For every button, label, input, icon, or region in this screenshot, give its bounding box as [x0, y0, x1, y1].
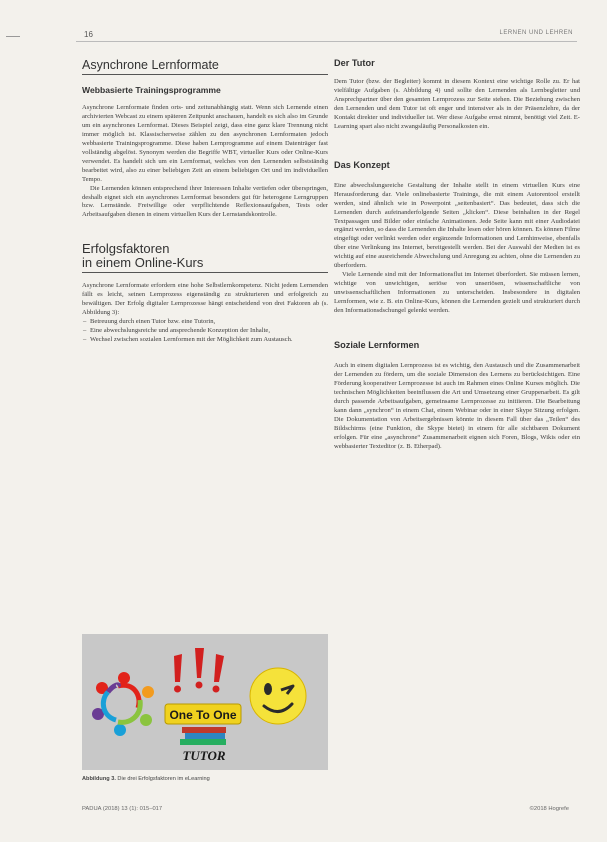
people-circle-icon	[92, 672, 154, 736]
footer-copyright: ©2018 Hogrefe	[529, 806, 569, 812]
exclamation-marks-icon	[174, 648, 224, 693]
section-title-erfolgsfaktoren	[82, 242, 328, 273]
figure-caption	[82, 776, 328, 782]
list-item: – Wechsel zwischen sozialen Lernformen mit der Möglichkeit zum Austausch.	[90, 336, 328, 345]
subheading-webbasierte-trainingsprogramme: Webbasierte Trainingsprogramme	[82, 85, 221, 95]
paragraph: Auch in einem digitalen Lernprozess ist es wichtig, den Austausch und die Zusammenarbeit der Lernenden zu fördern, um die soziale Dimension des Lernens zu berücksichtigen. Eine Förderung kooperativer Lernprozesse ist auch im Rahmen eines Online Kurses möglich. Die technischen Möglichkeiten beeinflussen die Art und Umsetzung einer Gruppenarbeit. Es gilt durch passende Arbeitsaufgaben, gemeinsame Lernprozesse zu initiieren. Die Bearbeitung kann dann „synchron“ in einem Chat, einem Webinar oder in einer Skype Sitzung erfolgen. Die Dokumentation von Arbeitsergebnissen könnte in diesem Fall über das „Teilen“ des Bildschirms (eine Funktion, die Skype bietet) in einem für alle sichtbaren Dokument erfolgen. Für eine „asynchrone“ Zusammenarbeit eignen sich Foren, Blogs, Wikis oder ein webbasierter Texteditor (z. B. Etherpad).	[334, 362, 580, 450]
paragraph: Viele Lernende sind mit der Informationsflut im Internet überfordert. Sie müssen lernen, wichtige von unwichtigen, seriöse von unseriösen, wissenschaftliche von unwissenschaftlichen Informationen zu unterscheiden. Insbesondere in digitalen Lernformen, wie z. B. ein Online-Kurs, können die Lernenden gezielt und strukturiert durch den Informationsdschungel gelenkt werden.	[334, 271, 580, 315]
section-title-line: in einem Online-Kurs	[82, 255, 204, 271]
heading-das-konzept: Das Konzept	[334, 159, 390, 170]
section-title-line: Erfolgsfaktoren	[82, 241, 170, 257]
figure-caption-label: Abbildung 3.	[82, 776, 116, 782]
list-item: – Eine abwechslungsreiche und ansprechende Konzeption der Inhalte,	[90, 327, 328, 336]
running-head: LERNEN UND LEHREN	[499, 30, 573, 36]
footer-citation: PADUA (2018) 13 (1): 015–017	[82, 806, 163, 812]
list-item: – Betreuung durch einen Tutor bzw. eine Tutorin,	[90, 318, 328, 327]
paragraph: Die Lernenden können entsprechend ihrer Interessen Inhalte vertiefen oder überspringen, deshalb eignet sich ein asynchrones Lernformat besonders gut für heterogene Lerngruppen bzw. Lernstände. Freiwillige oder verpflichtende Reflexionsaufgaben, Tests oder Arbeitsaufgaben dienen in einem virtuellen Kurs der Lernstandskontrolle.	[82, 184, 328, 219]
figure-caption-text: Die drei Erfolgsfaktoren im eLearning	[115, 776, 210, 782]
winking-smiley-icon	[250, 668, 306, 724]
page-number: 16	[84, 30, 93, 39]
right-column	[334, 58, 580, 452]
banner-text-one-to-one: One To One	[169, 708, 237, 722]
paragraph: Asynchrone Lernformate finden orts- und zeitunabhängig statt. Wenn sich Lernende einen archivierten Webcast zu einem späteren Zeitpunkt anschauen, handelt es sich also im Grunde um ein asynchrones Lernformat. Dieses Beispiel zeigt, dass eine ganz klare Trennung nicht immer möglich ist. Klassischerweise zählen zu den asynchronen Lernformaten jedoch webbasierte Trainingsprogramme. Diese haben Lernprogramme auf einem Datenträger fast vollständig abgelöst. Synonym werden die Begriffe WBT, virtueller Kurs oder Online-Kurs verwendet. Es handelt sich um ein Lernformat, welches von den Lernenden selbstständig bearbeitet wird, also zu einer beliebigen Zeit an einem beliebigen Ort und im individuellen Tempo.	[82, 104, 328, 183]
banner-text-tutor: TUTOR	[182, 748, 226, 763]
corner-mark	[6, 36, 20, 37]
paragraph: Dem Tutor (bzw. der Begleiter) kommt in diesem Kontext eine wichtige Rolle zu. Er hat vielfältige Aufgaben (s. Abbildung 4) und sollte den Lernenden als Lernbegleiter und Ansprechpartner über den gesamten Lernprozess zur Seite stehen. Die Beziehung zwischen den Lernenden und dem Tutor ist oft enger und intensiver als in der Präsenzlehre, da der Kontakt direkter und individueller ist. Wer diese Aufgabe ernst nimmt, benötigt viel Zeit. E-Learning spart also nicht zwangsläufig Personalkosten ein.	[334, 78, 580, 130]
section-title-asynchrone-lernformate: Asynchrone Lernformate	[82, 58, 328, 75]
figure-illustration	[82, 634, 328, 770]
heading-soziale-lernformen: Soziale Lernformen	[334, 340, 420, 351]
header-rule	[76, 41, 577, 42]
paragraph: Asynchrone Lernformate erfordern eine hohe Selbstlernkompetenz. Nicht jedem Lernenden fällt es leicht, seinen Lernprozess eigenständig zu strukturieren und erfolgreich zu bewältigen. Der Erfolg digitaler Lernprozesse hängt entscheidend von drei Faktoren ab (s. Abbildung 3):	[82, 282, 328, 317]
one-to-one-tutor-banner	[165, 704, 241, 763]
success-factors-list	[82, 318, 328, 345]
heading-der-tutor: Der Tutor	[334, 58, 375, 68]
figure-three-success-factors	[82, 634, 328, 770]
paragraph: Eine abwechslungsreiche Gestaltung der Inhalte stellt in einem virtuellen Kurs eine Herausforderung dar. Viele onlinebasierte Trainings, die mit einem Autorentool erstellt werden, sind ähnlich wie in Powerpoint „seitenbasiert“. Das bedeutet, dass sich die Lernenden durch aufeinanderfolgende Seiten „klicken“. Diese beinhalten in der Regel Textpassagen und Bilder oder einfache Animationen. Jede Seite kann mit einer Audiodatei ergänzt werden, so dass die Lernenden die Inhalte lesen oder hören können. Es können Filme eingefügt oder verlinkt werden oder ergänzende Informationen und Lernhinweise, ebenfalls über eine Verlinkung ins Internet, bereitgestellt werden. Bei der Auswahl der Medien ist es wichtig auf eine ausreichende Abwechslung und Anregung zu achten, ohne die Lernenden zu überfordern.	[334, 181, 580, 270]
left-column	[82, 58, 328, 345]
